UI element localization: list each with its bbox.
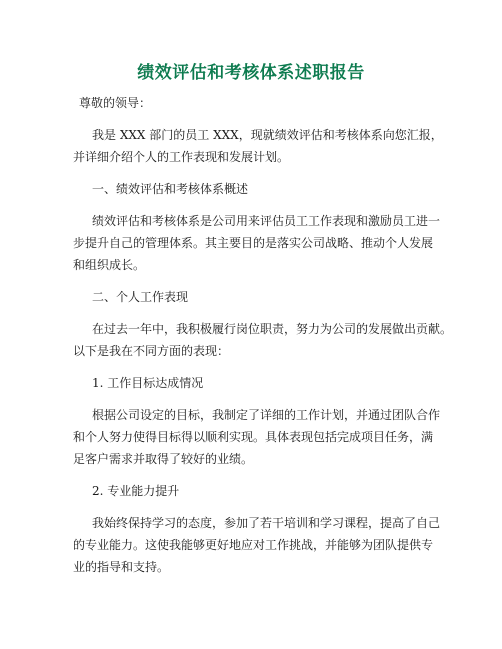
item-2-heading: 2. 专业能力提升: [92, 484, 180, 498]
document-title: 绩效评估和考核体系述职报告: [137, 63, 365, 83]
salutation: 尊敬的领导：: [79, 96, 152, 110]
intro-line-2: 并详细介绍个人的工作表现和发展计划。: [73, 150, 290, 164]
item-1-line-2: 和个人努力使得目标得以顺利实现。具体表现包括完成项目任务，满: [73, 430, 434, 444]
item-1-heading: 1. 工作目标达成情况: [92, 376, 204, 390]
section-1-line-2: 步提升自己的管理体系。其主要目的是落实公司战略、推动个人发展: [73, 236, 434, 250]
item-2-line-1: 我始终保持学习的态度，参加了若干培训和学习课程，提高了自己: [92, 516, 441, 530]
section-2-heading: 二、个人工作表现: [92, 290, 189, 304]
item-2-line-3: 业的指导和支持。: [73, 560, 170, 574]
section-1-heading: 一、绩效评估和考核体系概述: [92, 182, 249, 196]
item-2-line-2: 的专业能力。这使我能够更好地应对工作挑战，并能够为团队提供专: [73, 538, 434, 552]
section-2-line-2: 以下是我在不同方面的表现：: [73, 344, 230, 358]
item-1-line-3: 足客户需求并取得了较好的业绩。: [73, 452, 254, 466]
intro-line-1: 我是 XXX 部门的员工 XXX，现就绩效评估和考核体系向您汇报，: [92, 128, 443, 142]
item-1-line-1: 根据公司设定的目标，我制定了详细的工作计划，并通过团队合作: [92, 408, 441, 422]
section-1-line-3: 和组织成长。: [73, 258, 146, 272]
section-2-line-1: 在过去一年中，我积极履行岗位职责，努力为公司的发展做出贡献。: [92, 322, 453, 336]
section-1-line-1: 绩效评估和考核体系是公司用来评估员工工作表现和激励员工进一: [92, 214, 441, 228]
